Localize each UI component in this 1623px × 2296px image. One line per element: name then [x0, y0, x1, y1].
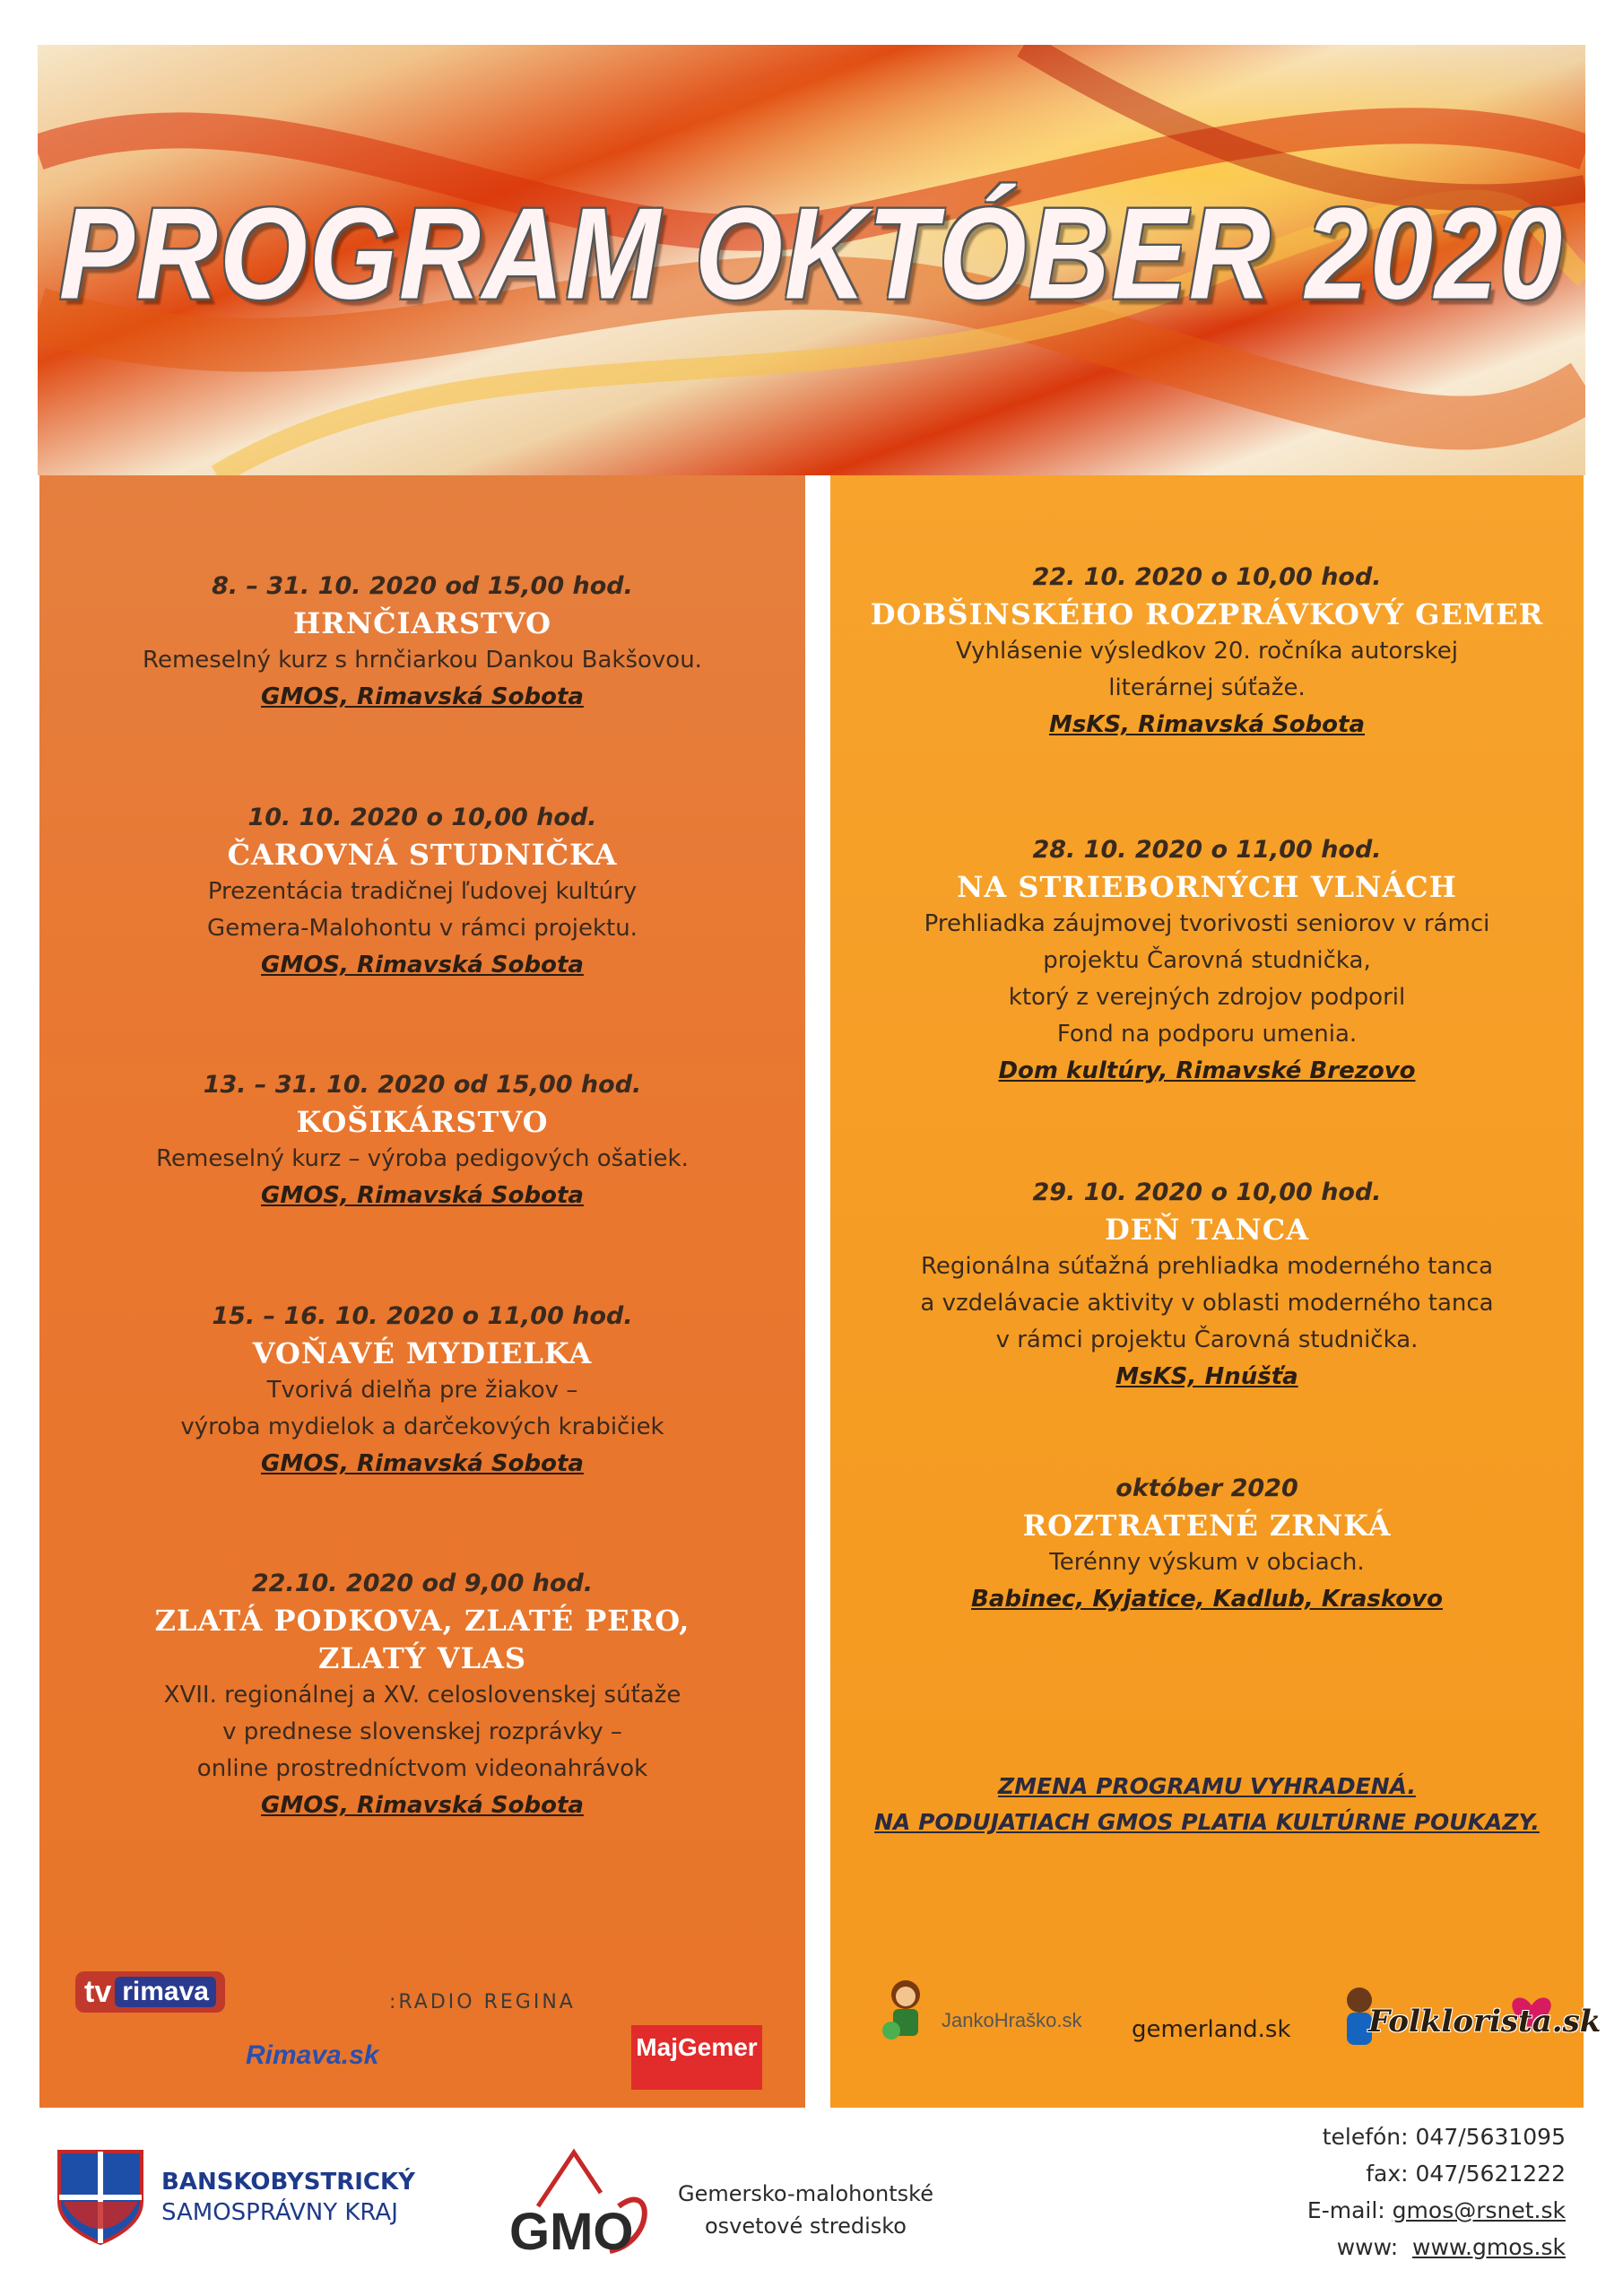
gmos-emblem-icon [502, 2144, 673, 2260]
gmos-logo [502, 2144, 950, 2260]
gmos-name-line-1: Gemersko-malohontské [678, 2181, 933, 2206]
event-den-tanca [830, 1175, 1584, 1395]
event-date: 8. – 31. 10. 2020 od 15,00 hod. [212, 572, 633, 600]
event-carovna-studnicka [39, 800, 805, 983]
event-place: Dom kultúry, Rimavské Brezovo [998, 1057, 1416, 1084]
radio-regina-logo: :RADIO REGINA [389, 1991, 576, 2013]
folklorista-text: Folklorista.sk [1368, 2004, 1601, 2039]
event-date: 28. 10. 2020 o 11,00 hod. [1032, 836, 1382, 864]
event-description: Vyhlásenie výsledkov 20. ročníka autorskej [956, 638, 1458, 665]
contact-phone: telefón: 047/5631095 [1322, 2124, 1566, 2150]
event-date: 22. 10. 2020 o 10,00 hod. [1032, 563, 1382, 591]
bbsk-coat-of-arms-icon [56, 2148, 145, 2247]
event-hrnciarstvo [39, 569, 805, 715]
event-na-striebornych-vlnach [830, 832, 1584, 1089]
notice-line-2: NA PODUJATIACH GMOS PLATIA KULTÚRNE POUKAZY. [874, 1809, 1540, 1835]
event-title: KOŠIKÁRSTVO [296, 1105, 549, 1139]
event-description: Regionálna súťažná prehliadka moderného tanca [920, 1253, 1493, 1280]
event-place: GMOS, Rimavská Sobota [261, 952, 584, 978]
gmos-name-line-2: osvetové stredisko [704, 2213, 907, 2239]
contact-block [1307, 2118, 1566, 2266]
event-description: online prostredníctvom videonahrávok [196, 1755, 648, 1782]
header-banner [38, 45, 1585, 475]
event-description: Remeselný kurz s hrnčiarkou Dankou Bakšovou. [143, 647, 702, 674]
event-title: ČAROVNÁ STUDNIČKA [227, 838, 618, 872]
bbsk-logo [56, 2148, 415, 2247]
event-date: október 2020 [1115, 1474, 1298, 1502]
janko-hrasko-logo [875, 1973, 1081, 2045]
event-date: 13. – 31. 10. 2020 od 15,00 hod. [203, 1071, 642, 1099]
folklorista-logo [1332, 1973, 1601, 2054]
bbsk-name-line-2: SAMOSPRÁVNY KRAJ [161, 2199, 398, 2226]
majgemer-logo: MajGemer [631, 2025, 762, 2090]
event-description: Prehliadka záujmovej tvorivosti seniorov v rámci [924, 910, 1490, 937]
event-description: Fond na podporu umenia. [1056, 1021, 1358, 1048]
contact-web-label: www: [1336, 2234, 1413, 2260]
event-description: výroba mydielok a darčekových krabičiek [180, 1413, 664, 1440]
contact-email-label: E-mail: [1306, 2197, 1393, 2223]
contact-web-link[interactable]: www.gmos.sk [1412, 2234, 1566, 2260]
tv-rimava-logo [75, 1971, 225, 2013]
event-title: DOBŠINSKÉHO ROZPRÁVKOVÝ GEMER [870, 597, 1544, 631]
event-place: GMOS, Rimavská Sobota [261, 683, 584, 710]
event-title: DEŇ TANCA [1105, 1213, 1309, 1247]
event-description: projektu Čarovná studnička, [1043, 947, 1371, 974]
event-place: MsKS, Hnúšťa [1115, 1363, 1298, 1390]
contact-email-link[interactable]: gmos@rsnet.sk [1392, 2197, 1566, 2223]
contact-web-row [1307, 2229, 1566, 2266]
event-date: 10. 10. 2020 o 10,00 hod. [247, 804, 597, 831]
janko-hrasko-text: JankoHraško.sk [942, 2009, 1082, 2031]
event-zlata-podkova [39, 1566, 805, 1823]
event-place: MsKS, Rimavská Sobota [1048, 711, 1366, 738]
event-date: 22.10. 2020 od 9,00 hod. [251, 1570, 594, 1597]
event-description: Tvorivá dielňa pre žiakov – [266, 1377, 578, 1404]
tv-rimava-logo-rimava: rimava [115, 1977, 216, 2007]
contact-email-row [1307, 2192, 1566, 2229]
event-dobsinskeho-rozpravkovy-gemer [830, 560, 1584, 743]
gemerland-logo: gemerland.sk [1132, 2016, 1291, 2043]
event-title-line2: ZLATÝ VLAS [318, 1641, 526, 1675]
event-description: v rámci projektu Čarovná studnička. [995, 1326, 1419, 1353]
event-title: ROZTRATENÉ ZRNKÁ [1022, 1509, 1392, 1543]
notice-line-1: ZMENA PROGRAMU VYHRADENÁ. [998, 1773, 1416, 1799]
rimava-sk-logo: Rimava.sk [246, 2040, 379, 2070]
right-program-column [830, 475, 1601, 2108]
contact-fax: fax: 047/5621222 [1366, 2161, 1566, 2187]
event-title: ZLATÁ PODKOVA, ZLATÉ PERO, [154, 1604, 690, 1638]
page-title: PROGRAM OKTÓBER 2020 [58, 180, 1565, 326]
event-title: HRNČIARSTVO [293, 606, 551, 640]
event-date: 15. – 16. 10. 2020 o 11,00 hod. [212, 1302, 633, 1330]
gmos-letters: GMO [509, 2203, 634, 2260]
event-description: Terénny výskum v obciach. [1049, 1549, 1365, 1576]
event-title: NA STRIEBORNÝCH VLNÁCH [957, 870, 1457, 904]
program-notice [830, 1769, 1584, 1840]
event-description: ktorý z verejných zdrojov podporil [1008, 984, 1406, 1011]
event-place: GMOS, Rimavská Sobota [261, 1792, 584, 1819]
event-place: GMOS, Rimavská Sobota [261, 1182, 584, 1209]
event-vonave-mydielka [39, 1299, 805, 1482]
left-program-column [39, 475, 805, 2108]
event-description: Prezentácia tradičnej ľudovej kultúry [207, 878, 638, 905]
event-description: XVII. regionálnej a XV. celoslovenskej súťaže [163, 1682, 681, 1709]
event-kosikarstvo [39, 1067, 805, 1213]
tv-rimava-logo-tv: tv [84, 1974, 112, 2009]
event-description: a vzdelávacie aktivity v oblasti moderného tanca [920, 1290, 1494, 1317]
event-description: literárnej súťaže. [1108, 674, 1306, 701]
event-description: v prednese slovenskej rozprávky – [222, 1718, 622, 1745]
event-title: VOŇAVÉ MYDIELKA [252, 1336, 593, 1370]
janko-hrasko-icon [875, 1973, 938, 2045]
event-description: Remeselný kurz – výroba pedigových ošatiek. [156, 1145, 689, 1172]
event-description: Gemera-Malohontu v rámci projektu. [207, 915, 638, 942]
event-roztratene-zrnka [830, 1471, 1584, 1617]
event-date: 29. 10. 2020 o 10,00 hod. [1032, 1178, 1382, 1206]
event-place: GMOS, Rimavská Sobota [261, 1450, 584, 1477]
event-place: Babinec, Kyjatice, Kadlub, Kraskovo [971, 1586, 1443, 1613]
bbsk-name-line-1: BANSKOBYSTRICKÝ [161, 2169, 415, 2196]
